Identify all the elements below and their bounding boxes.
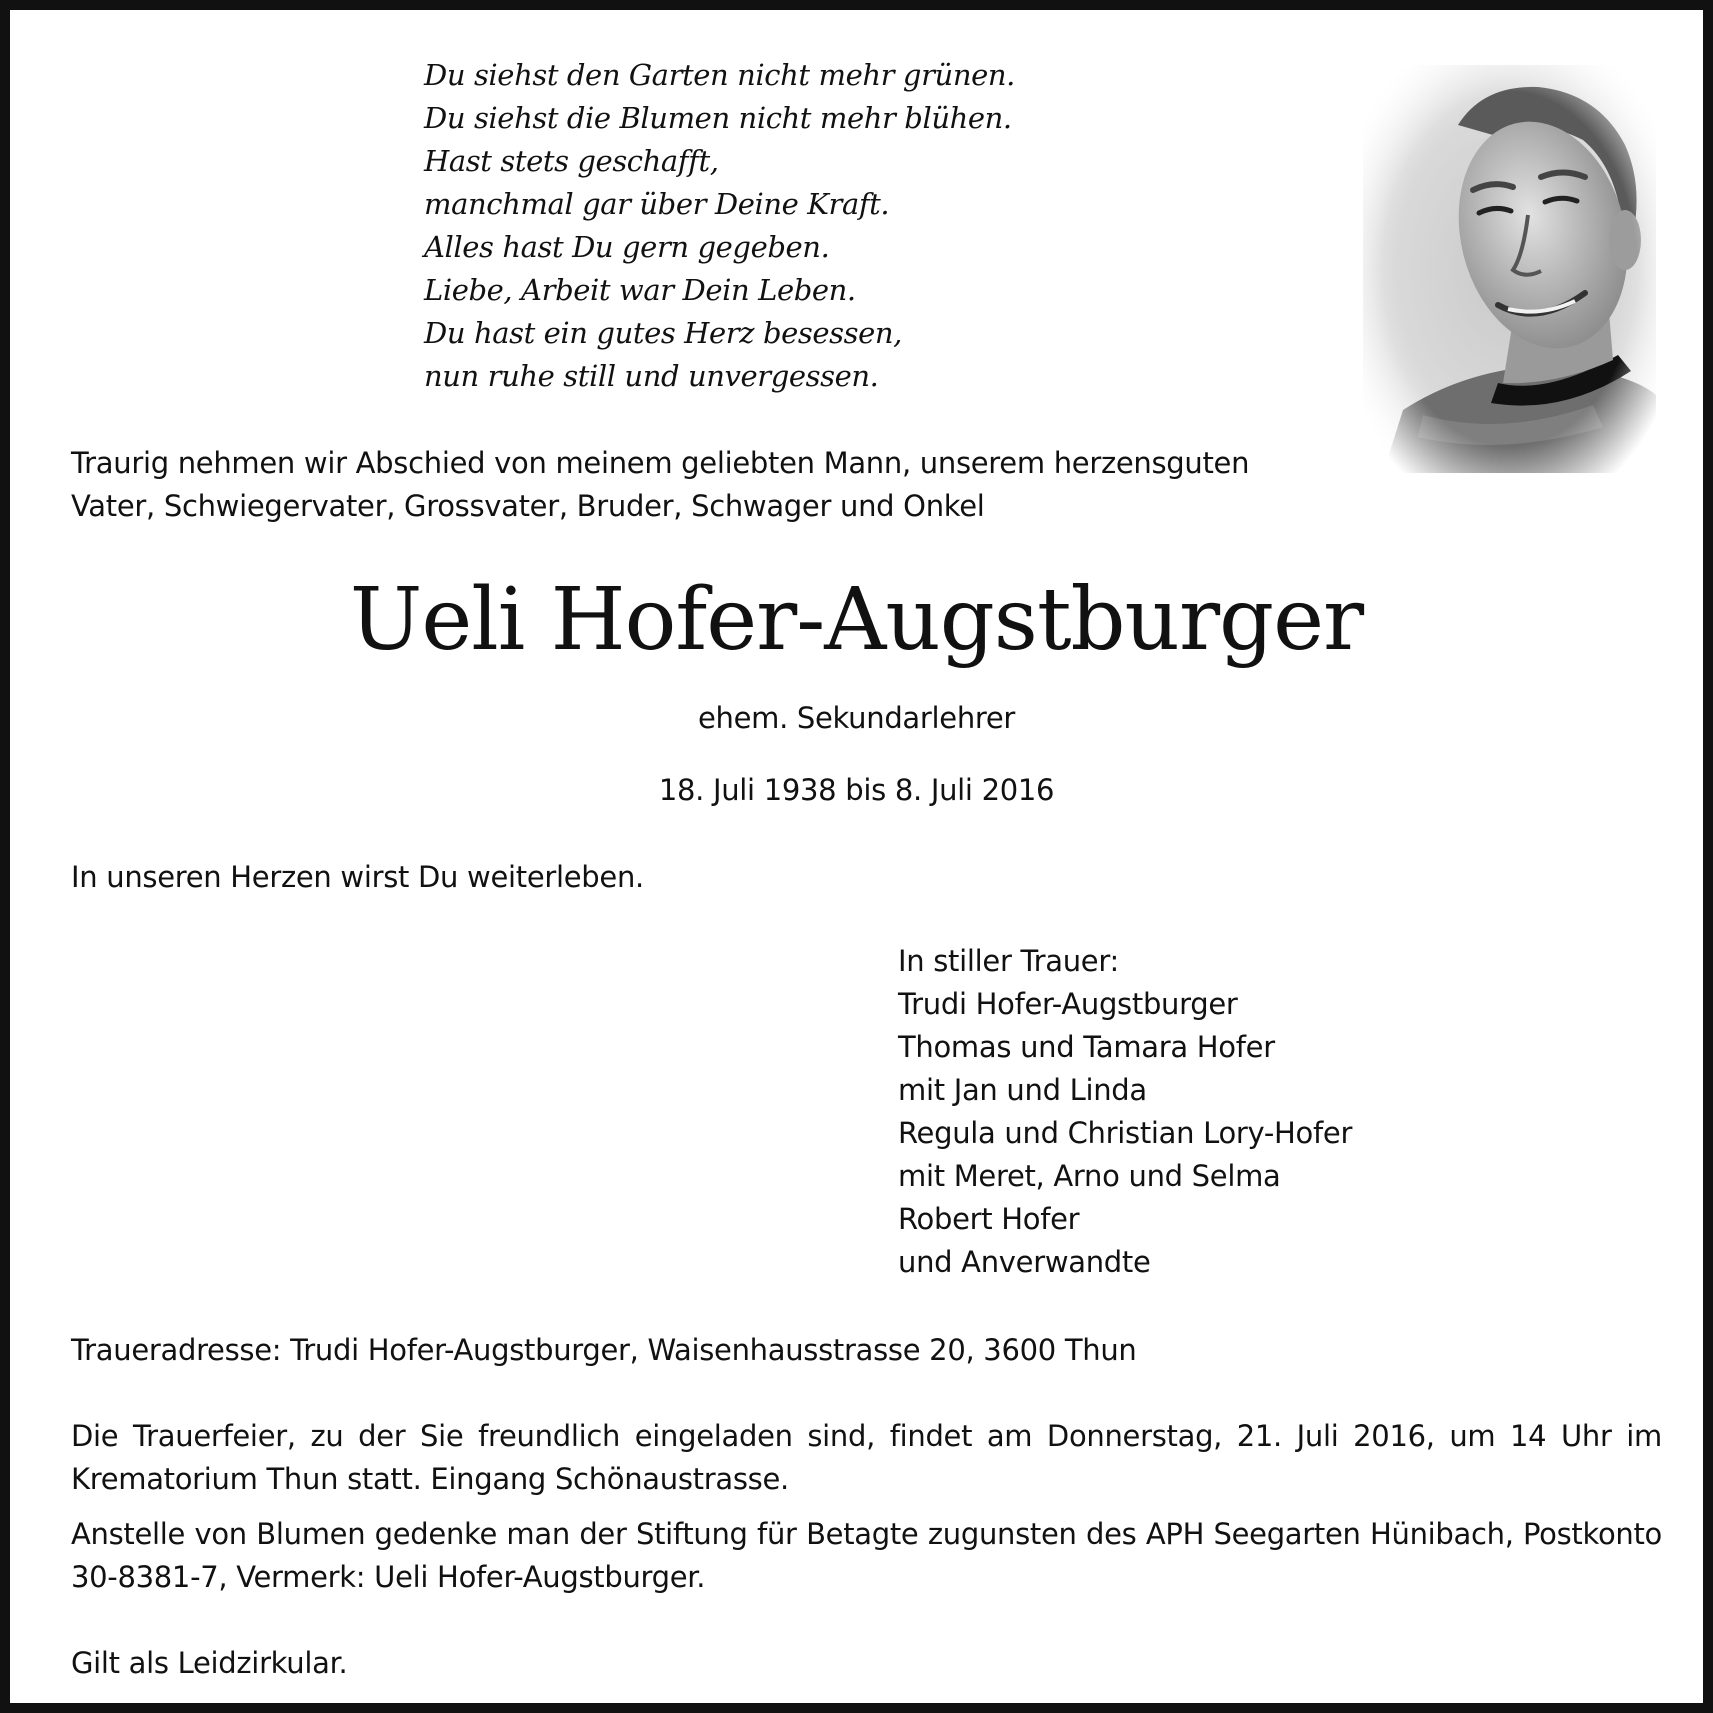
intro-text — [71, 442, 1249, 528]
mourner: und Anverwandte — [898, 1245, 1151, 1279]
ceremony-info: Die Trauerfeier, zu der Sie freundlich eingeladen sind, findet am Donnerstag, 21. Juli 2016, um 14 Uhr im Krematorium Thun statt. Eingang Schönaustrasse. — [71, 1419, 1662, 1496]
mourner: Thomas und Tamara Hofer — [898, 1030, 1275, 1064]
poem-line: Liebe, Arbeit war Dein Leben. — [424, 273, 856, 307]
portrait-photo — [1363, 65, 1656, 473]
motto: In unseren Herzen wirst Du weiterleben. — [71, 860, 644, 894]
portrait-illustration — [1363, 65, 1656, 473]
mourner: mit Jan und Linda — [898, 1073, 1147, 1107]
intro-line: Traurig nehmen wir Abschied von meinem geliebten Mann, unserem herzensguten — [71, 446, 1250, 480]
poem — [424, 54, 1015, 398]
poem-line: Du siehst den Garten nicht mehr grünen. — [424, 58, 1015, 92]
deceased-name: Ueli Hofer-Augstburger — [349, 570, 1364, 670]
mourner: Robert Hofer — [898, 1202, 1080, 1236]
poem-line: Du hast ein gutes Herz besessen, — [424, 316, 902, 350]
poem-line: Alles hast Du gern gegeben. — [424, 230, 830, 264]
poem-line: Du siehst die Blumen nicht mehr blühen. — [424, 101, 1012, 135]
poem-line: Hast stets geschafft, — [424, 144, 719, 178]
mourner: Regula und Christian Lory-Hofer — [898, 1116, 1353, 1150]
mourner: Trudi Hofer-Augstburger — [898, 987, 1238, 1021]
circular-note: Gilt als Leidzirkular. — [71, 1646, 348, 1680]
mourners-list — [898, 940, 1352, 1284]
intro-line: Vater, Schwiegervater, Grossvater, Bruder, Schwager und Onkel — [71, 489, 985, 523]
poem-line: nun ruhe still und unvergessen. — [424, 359, 879, 393]
life-dates: 18. Juli 1938 bis 8. Juli 2016 — [658, 773, 1055, 807]
mourning-address: Traueradresse: Trudi Hofer-Augstburger, Waisenhausstrasse 20, 3600 Thun — [71, 1333, 1137, 1367]
mourner: mit Meret, Arno und Selma — [898, 1159, 1281, 1193]
mourners-heading: In stiller Trauer: — [898, 944, 1119, 978]
donation-info: Anstelle von Blumen gedenke man der Stiftung für Betagte zugunsten des APH Seegarten Hünibach, Postkonto 30-8381-7, Vermerk: Ueli Hofer-Augstburger. — [71, 1517, 1662, 1594]
deceased-occupation: ehem. Sekundarlehrer — [697, 701, 1016, 735]
poem-line: manchmal gar über Deine Kraft. — [424, 187, 890, 221]
